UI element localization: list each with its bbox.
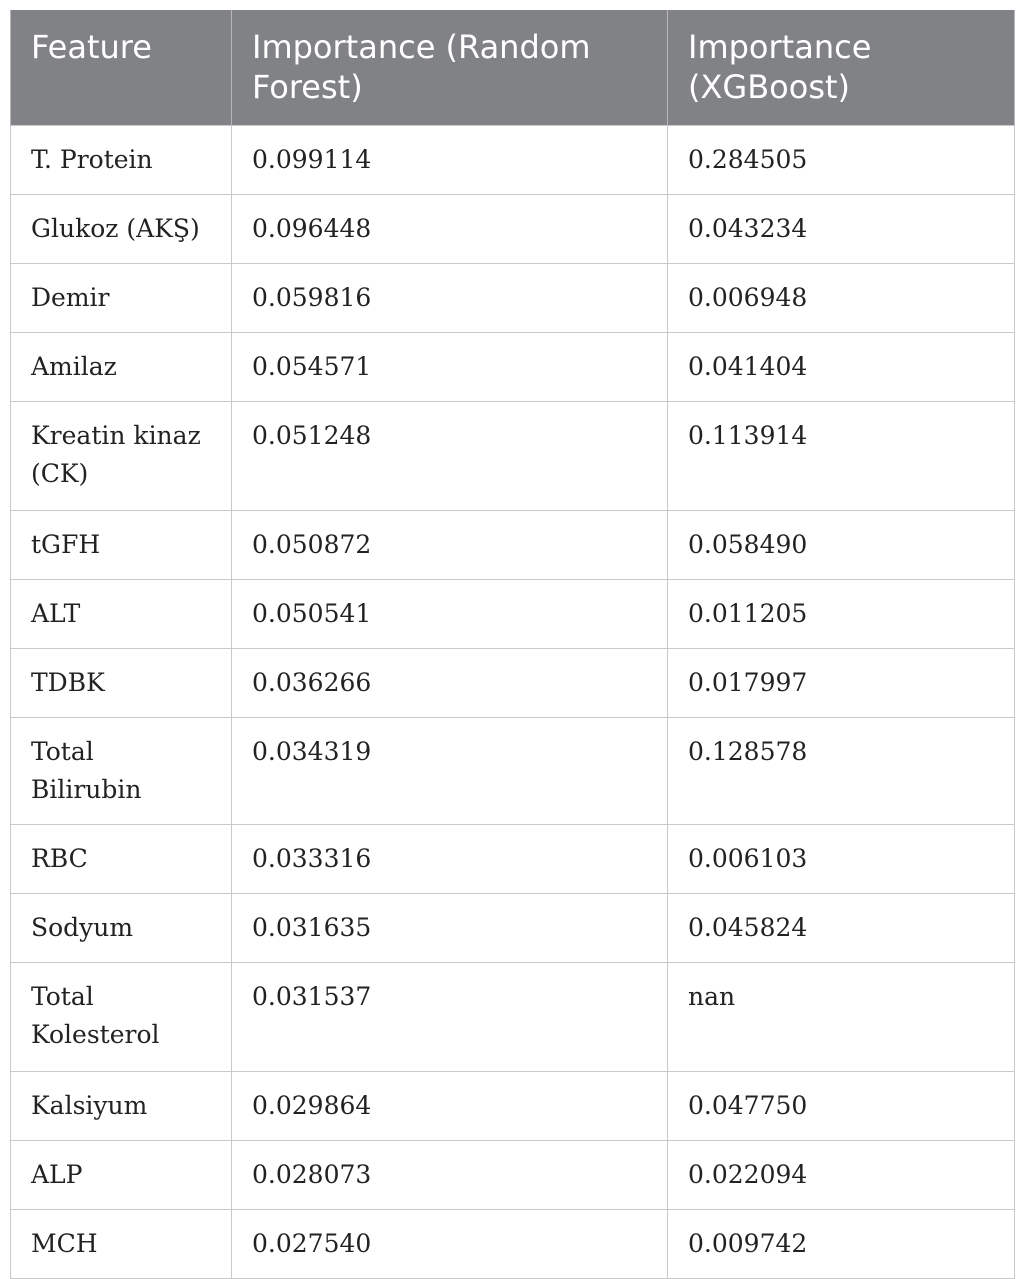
header-feature: Feature	[11, 10, 232, 125]
feature-importance-table	[10, 10, 1015, 1279]
cell-rf-importance: 0.028073	[232, 1140, 668, 1209]
cell-feature: Demir	[11, 263, 232, 332]
cell-xgb-importance: 0.041404	[668, 332, 1015, 401]
cell-rf-importance: 0.027540	[232, 1209, 668, 1278]
cell-xgb-importance: 0.043234	[668, 194, 1015, 263]
header-row	[11, 10, 1015, 125]
cell-rf-importance: 0.031537	[232, 962, 668, 1071]
cell-xgb-importance: 0.113914	[668, 401, 1015, 510]
table-row	[11, 194, 1015, 263]
cell-rf-importance: 0.050872	[232, 510, 668, 579]
cell-xgb-importance: 0.058490	[668, 510, 1015, 579]
cell-xgb-importance: 0.128578	[668, 717, 1015, 824]
cell-feature: Sodyum	[11, 893, 232, 962]
table-row	[11, 893, 1015, 962]
cell-xgb-importance: 0.006103	[668, 824, 1015, 893]
cell-xgb-importance: 0.017997	[668, 648, 1015, 717]
cell-feature: Total Kolesterol	[11, 962, 232, 1071]
cell-feature: Kreatin kinaz (CK)	[11, 401, 232, 510]
header-importance-random-forest: Importance (Random Forest)	[232, 10, 668, 125]
table-row	[11, 1140, 1015, 1209]
table-row	[11, 962, 1015, 1071]
cell-xgb-importance: 0.284505	[668, 125, 1015, 194]
cell-xgb-importance: 0.022094	[668, 1140, 1015, 1209]
cell-xgb-importance: 0.047750	[668, 1071, 1015, 1140]
cell-feature: Total Bilirubin	[11, 717, 232, 824]
cell-feature: Kalsiyum	[11, 1071, 232, 1140]
cell-feature: Amilaz	[11, 332, 232, 401]
table-row	[11, 717, 1015, 824]
cell-feature: RBC	[11, 824, 232, 893]
cell-feature: Glukoz (AKŞ)	[11, 194, 232, 263]
cell-xgb-importance: 0.006948	[668, 263, 1015, 332]
cell-rf-importance: 0.051248	[232, 401, 668, 510]
cell-rf-importance: 0.034319	[232, 717, 668, 824]
table-row	[11, 648, 1015, 717]
table-row	[11, 125, 1015, 194]
header-importance-xgboost: Importance (XGBoost)	[668, 10, 1015, 125]
cell-feature: TDBK	[11, 648, 232, 717]
cell-xgb-importance: 0.045824	[668, 893, 1015, 962]
cell-feature: ALP	[11, 1140, 232, 1209]
table-row	[11, 263, 1015, 332]
table-row	[11, 1071, 1015, 1140]
cell-rf-importance: 0.029864	[232, 1071, 668, 1140]
cell-rf-importance: 0.054571	[232, 332, 668, 401]
cell-feature: MCH	[11, 1209, 232, 1278]
cell-xgb-importance: nan	[668, 962, 1015, 1071]
table-row	[11, 579, 1015, 648]
cell-rf-importance: 0.059816	[232, 263, 668, 332]
table-row	[11, 332, 1015, 401]
cell-rf-importance: 0.096448	[232, 194, 668, 263]
cell-rf-importance: 0.050541	[232, 579, 668, 648]
cell-xgb-importance: 0.009742	[668, 1209, 1015, 1278]
cell-rf-importance: 0.099114	[232, 125, 668, 194]
cell-feature: ALT	[11, 579, 232, 648]
table-row	[11, 510, 1015, 579]
table-row	[11, 1209, 1015, 1278]
cell-rf-importance: 0.031635	[232, 893, 668, 962]
cell-rf-importance: 0.036266	[232, 648, 668, 717]
cell-rf-importance: 0.033316	[232, 824, 668, 893]
cell-feature: T. Protein	[11, 125, 232, 194]
cell-feature: tGFH	[11, 510, 232, 579]
table-row	[11, 401, 1015, 510]
cell-xgb-importance: 0.011205	[668, 579, 1015, 648]
table-row	[11, 824, 1015, 893]
table-header	[11, 10, 1015, 125]
table-body	[11, 125, 1015, 1278]
